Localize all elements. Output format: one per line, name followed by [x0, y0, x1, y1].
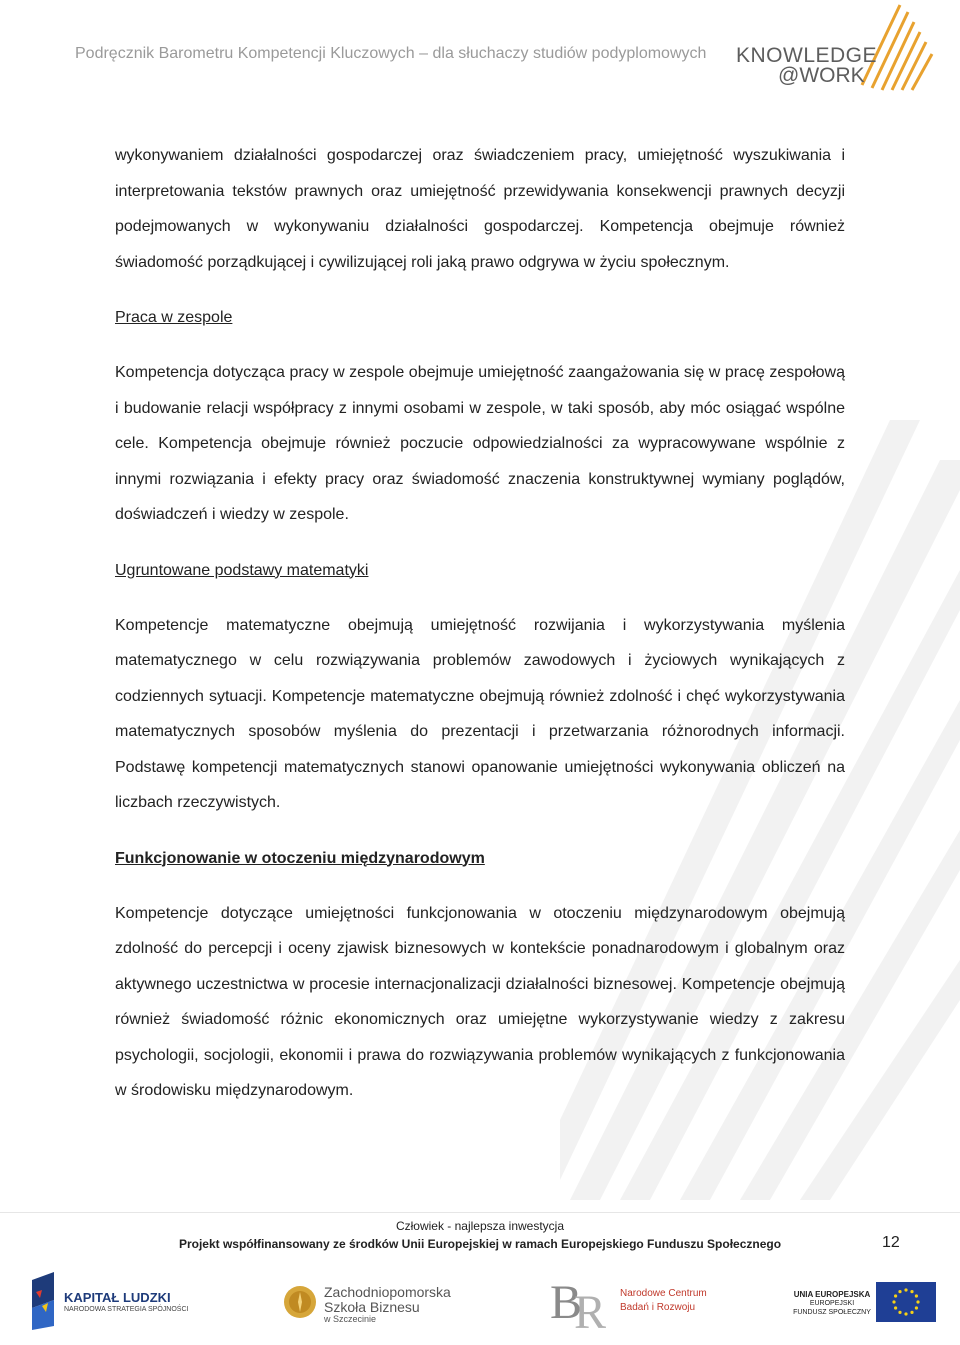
- ncbr-line1: Narodowe Centrum: [620, 1288, 707, 1299]
- page-number: 12: [882, 1234, 900, 1251]
- main-content: [115, 138, 845, 1109]
- zsb-line1: Zachodniopomorska: [324, 1284, 451, 1300]
- section-text-teamwork: Kompetencja dotycząca pracy w zespole obejmuje umiejętność zaangażowania się w pracę zespołową i budowanie relacji współpracy z innymi osobami w zespole, w taki sposób, aby móc osiągać wspólne cele. Kompetencja obejmuje również poczucie odpowiedzialności za wypracowywane wspólnie z innymi rozwiązania i efekty pracy oraz świadomość znaczenia konstruktywnej wymiany poglądów, doświadczeń i wiedzy w zespole.: [115, 364, 845, 523]
- section-text-international: Kompetencje dotyczące umiejętności funkcjonowania w otoczeniu międzynarodowym obejmują zdolność do percepcji i oceny zjawisk biznesowych w kontekście ponadnarodowym i globalnym oraz aktywnego uczestnictwa w procesie internacjonalizacji działalności biznesowej. Kompetencje obejmują również świadomość różnic ekonomicznych oraz umiejętne wykorzystywanie wiedzy z zakresu psychologii, socjologii, ekonomii i prawa do rozwiązywania problemów wynikających z funkcjonowania w środowisku międzynarodowym.: [115, 904, 845, 1099]
- kapital-ludzki-title: KAPITAŁ LUDZKI: [64, 1290, 171, 1305]
- section-heading-math: Ugruntowane podstawy matematyki: [115, 561, 369, 579]
- svg-text:R: R: [574, 1286, 607, 1334]
- logo-line1: KNOWLEDGE: [736, 44, 878, 67]
- eu-line3: FUNDUSZ SPOŁECZNY: [793, 1309, 871, 1316]
- eu-logo: [792, 1268, 942, 1338]
- zsb-logo: [282, 1268, 482, 1338]
- section-heading-international: Funkcjonowanie w otoczeniu międzynarodowym: [115, 849, 485, 867]
- section-text-math: Kompetencje matematyczne obejmują umiejętność rozwijania i wykorzystywania myślenia matematycznego w celu rozwiązywania problemów zawodowych i życiowych wynikających z codziennych sytuacji. Kompetencje matematyczne obejmują również zdolność i chęć wykorzystywania matematycznych sposobów myślenia do prezentacji i przetwarzania różnorodnych informacji. Podstawę kompetencji matematycznych stanowi opanowanie umiejętności wykonywania obliczeń na liczbach rzeczywistych.: [115, 616, 845, 811]
- kapital-ludzki-logo: [28, 1268, 208, 1338]
- logo-line2: @WORK: [778, 64, 865, 87]
- footer-project-note: Projekt współfinansowany ze środków Unii Europejskiej w ramach Europejskiego Funduszu Społecznego: [178, 1237, 782, 1251]
- zsb-line3: w Szczecinie: [324, 1314, 377, 1324]
- ncbr-br-icon: [548, 1272, 612, 1334]
- svg-text:B: B: [550, 1276, 583, 1329]
- section-heading-teamwork: Praca w zespole: [115, 309, 233, 326]
- footer-logos: [0, 1268, 960, 1338]
- eu-text-block: [792, 1268, 872, 1338]
- header-title: Podręcznik Barometru Kompetencji Kluczowych – dla słuchaczy studiów podyplomowych: [75, 45, 707, 62]
- ncbr-logo: [548, 1268, 728, 1338]
- kapital-ludzki-subtitle: NARODOWA STRATEGIA SPÓJNOŚCI: [64, 1306, 189, 1313]
- zsb-line2: Szkoła Biznesu: [324, 1299, 420, 1315]
- ncbr-line2: Badań i Rozwoju: [620, 1302, 696, 1313]
- footer-slogan: Człowiek - najlepsza inwestycja: [395, 1219, 565, 1233]
- eu-line1: UNIA EUROPEJSKA: [793, 1290, 871, 1299]
- knowledge-at-work-logo: [730, 0, 945, 95]
- footer-divider: [0, 1212, 960, 1213]
- zsb-emblem-icon: [282, 1284, 318, 1320]
- intro-paragraph: wykonywaniem działalności gospodarczej oraz świadczeniem pracy, umiejętność wyszukiwania i interpretowania tekstów prawnych oraz umiejętność przewidywania konsekwencji prawnych decyzji podejmowanych w wykonywaniu działalności gospodarczej. Kompetencja obejmuje również świadomość porządkującej i cywilizującej roli jaką prawo odgrywa w życiu społecznym.: [115, 147, 845, 271]
- eu-flag-icon: [876, 1282, 936, 1322]
- eu-line2: EUROPEJSKI: [809, 1300, 855, 1307]
- kapital-ludzki-icon: [28, 1270, 62, 1332]
